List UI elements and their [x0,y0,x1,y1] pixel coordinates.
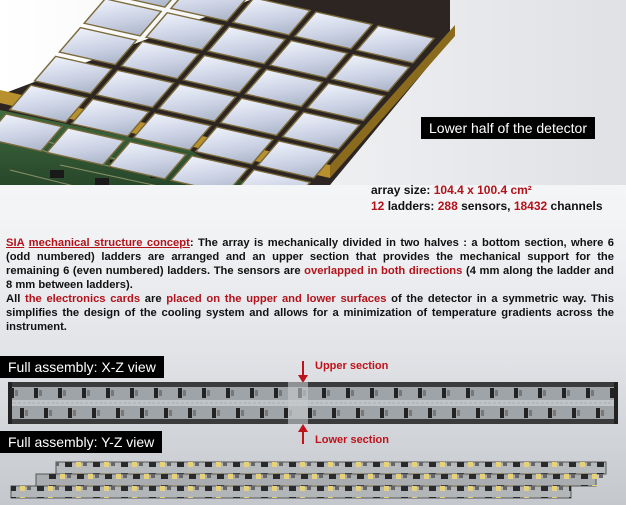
sensors-count: 288 [437,199,458,213]
lower-arrow-icon [298,424,308,444]
paragraph-text-5: of the detector in a symmetric way. This simplifies the design of the cooling system and allows for a minimization of temperature gradients across the instrument. [6,293,614,333]
detector-photo [0,0,626,185]
placed-highlight: placed on the upper and lower surfaces [166,293,387,305]
overlap-highlight: overlapped in both directions [304,265,463,277]
paragraph-text-3: All [6,293,25,305]
ladders-label: ladders: [387,199,435,213]
array-size-value: 104.4 x 100.4 cm² [433,183,532,197]
paragraph-text-4: are [140,293,167,305]
channels-count: 18432 [513,199,548,213]
upper-arrow-icon [298,361,308,383]
lower-section-label: Lower section [315,434,389,446]
yz-assembly-drawing [6,458,614,502]
sia-link[interactable]: SIA [6,237,25,249]
array-size-label: array size: [371,183,431,197]
channels-label: channels [550,199,603,213]
ladder-count-line [371,198,603,214]
xz-view-title: Full assembly: X-Z view [0,356,164,378]
ladders-count: 12 [371,199,385,213]
yz-view-title: Full assembly: Y-Z view [0,431,162,453]
array-size-line [371,182,603,198]
array-specs [371,182,603,214]
cards-highlight: the electronics cards [24,293,141,305]
upper-section-label: Upper section [315,360,389,372]
photo-caption: Lower half of the detector [421,117,595,139]
concept-link[interactable]: mechanical structure concept [28,237,190,249]
xz-assembly-drawing [8,382,618,424]
sensors-label: sensors, [461,199,511,213]
description-paragraph [6,236,614,334]
paragraph-text-2: (4 mm along the ladder and 8 mm between ladders). [6,265,614,291]
paragraph-text-1: : The array is mechanically divided in two halves : a bottom section, where 6 (odd numbered) ladders are arranged and an upper section that provides the mechanical support for the remaining 6 (even numbered) ladders. The sensors are [6,237,615,277]
